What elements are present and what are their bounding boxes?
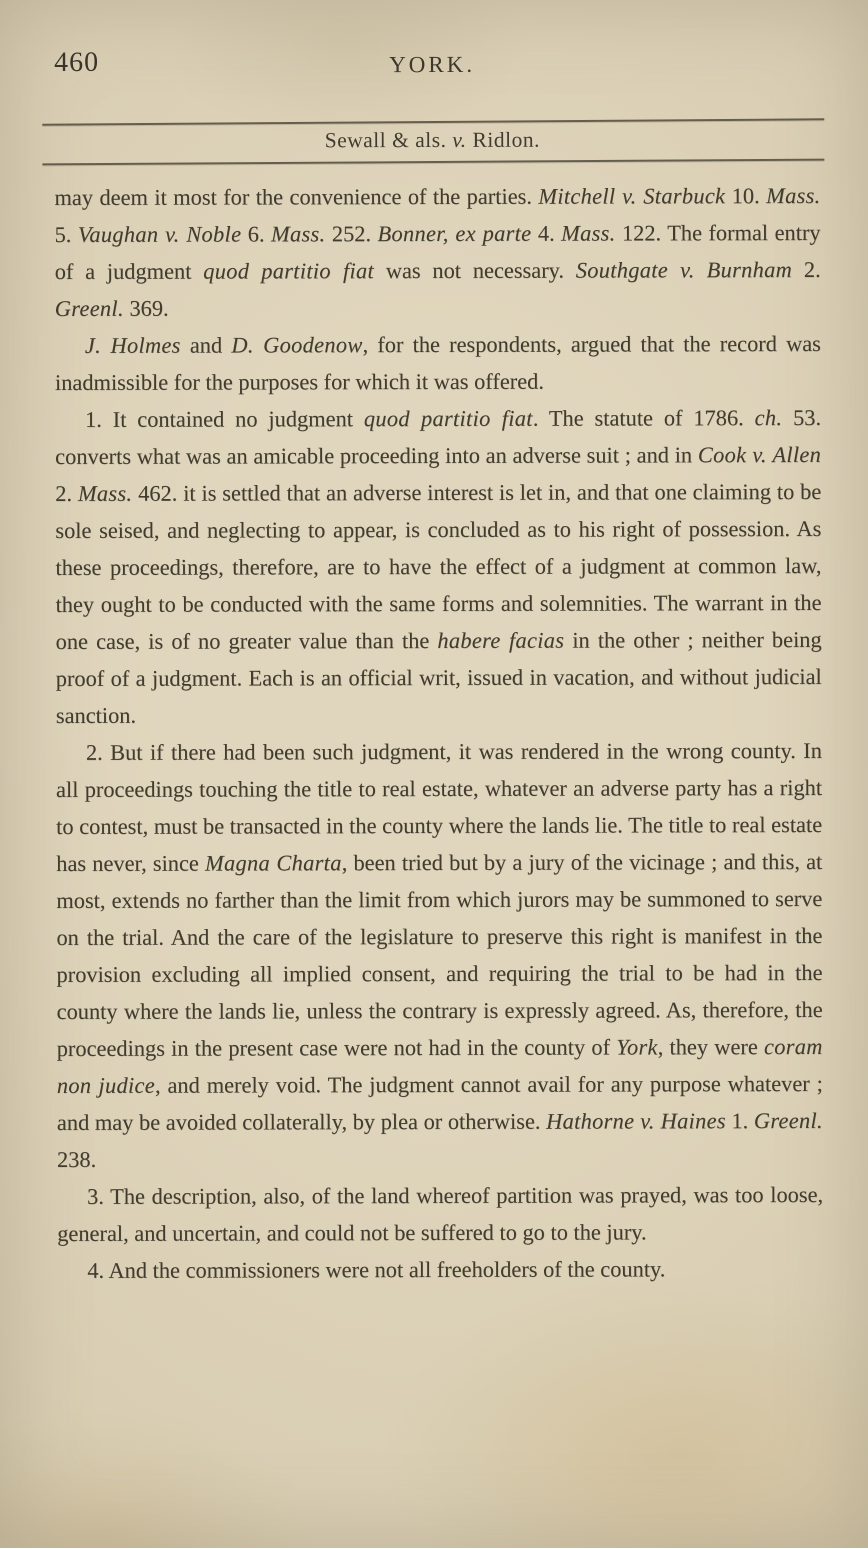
italic-text-run: v. [452,127,467,152]
text-run: Sewall & als. [324,127,453,153]
italic-text-run: ch. [754,405,783,431]
text-run: 53. converts what was an amicable proceeding into an adverse suit ; and in [55,404,822,469]
text-run: 4. [531,220,562,246]
italic-text-run: habere facias [437,627,565,653]
opinion-text [54,177,823,1289]
text-run: , for the respondents, argued that the record was inadmissible for the purposes for which it was offered. [54,330,821,395]
italic-text-run: Mass. [77,480,133,506]
text-run: 2. [792,256,821,283]
text-run: , and merely void. The judgment cannot avail for any purpose whatever ; and may be avoided collaterally, by plea or otherwise. [56,1070,823,1135]
italic-text-run: Magna Charta [204,850,342,876]
italic-text-run: Cook v. Allen [697,441,822,468]
text-run: Ridlon. [466,127,540,152]
paragraph [55,325,821,401]
text-run: , been tried but by a jury of the vicinage ; and this, at most, extends no farther than the limit from which jurors may be summoned to serve on the trial. And the care of the legislature to preserve this right is manifest in the provision excluding all implied consent, and requiring the trial to be had in the county where the lands lie, unless the contrary is expressly agreed. As, therefore, the proceedings in the present case were not had in the county of [56,848,823,1061]
text-run: , they were [657,1034,765,1060]
text-run: was not necessary. [373,257,576,284]
italic-text-run: Greenl. [753,1107,823,1134]
text-run: 252. [325,221,378,247]
text-run: . The statute of 1786. [532,405,755,431]
text-run: may deem it most for the convenience of the parties. [54,183,539,210]
page-number: 460 [54,46,100,78]
text-run: 2. But if there had been such judgment, it was rendered in the wrong county. In all proceedings touching the title to real estate, whatever an adverse party has a right to contest, must be transacted in the county where the lands lie. The title to real estate has never, since [56,737,823,876]
text-run: 6. [241,221,272,247]
text-run: 1. [725,1108,754,1134]
top-rule [42,118,824,126]
italic-text-run: Mass. [270,221,326,247]
italic-text-run: J. Holmes [84,332,181,358]
running-head: YORK. [389,51,476,78]
text-run: and [180,332,232,358]
text-run: 238. [56,1146,97,1172]
paragraph [54,177,820,327]
italic-text-run: Hathorne v. Haines [546,1108,726,1134]
italic-text-run: Southgate v. Burnham [575,257,793,283]
text-run: 369. [123,295,169,321]
italic-text-run: D. Goodenow [231,332,363,358]
italic-text-run: Greenl. [54,295,124,321]
paragraph [57,1176,823,1252]
italic-text-run: York [616,1034,658,1060]
text-run: 2. [55,480,78,506]
italic-text-run: Mass. [766,182,821,209]
text-run: 122. The formal entry of a judgment [54,219,821,284]
italic-text-run: Vaughan v. Noble [77,221,242,247]
italic-text-run: Mitchell v. Starbuck [538,183,726,209]
text-run: 4. And the commissioners were not all freeholders of the county. [87,1256,666,1283]
bottom-rule [42,159,824,167]
text-run: 3. The description, also, of the land whereof partition was prayed, was too loose, general, and uncertain, and could not be suffered to go to the jury. [57,1181,824,1246]
italic-text-run: quod partitio fiat [203,258,375,284]
text-run: 10. [725,183,767,209]
paragraph [57,1250,823,1289]
paragraph [56,732,823,1178]
text-run: 5. [54,221,78,247]
text-run: 462. it is settled that an adverse interest is let in, and that one claiming to be sole seised, and neglecting to appear, is concluded as to his right of possession. As these proceedings, therefore, are to have the effect of a judgment at common law, they ought to be conducted with the same forms and solemnities. The warrant in the one case, is of no greater value than the [55,478,822,654]
case-title [0,127,866,154]
italic-text-run: coram non judice [56,1033,823,1098]
italic-text-run: Mass. [561,220,616,246]
italic-text-run: quod partitio fiat [363,405,533,432]
italic-text-run: Bonner, ex parte [377,220,532,247]
text-run: in the other ; neither being proof of a judgment. Each is an official writ, issued in vacation, and without judicial sanction. [55,626,822,728]
text-run: 1. It contained no judgment [85,406,364,432]
paragraph [55,399,822,734]
